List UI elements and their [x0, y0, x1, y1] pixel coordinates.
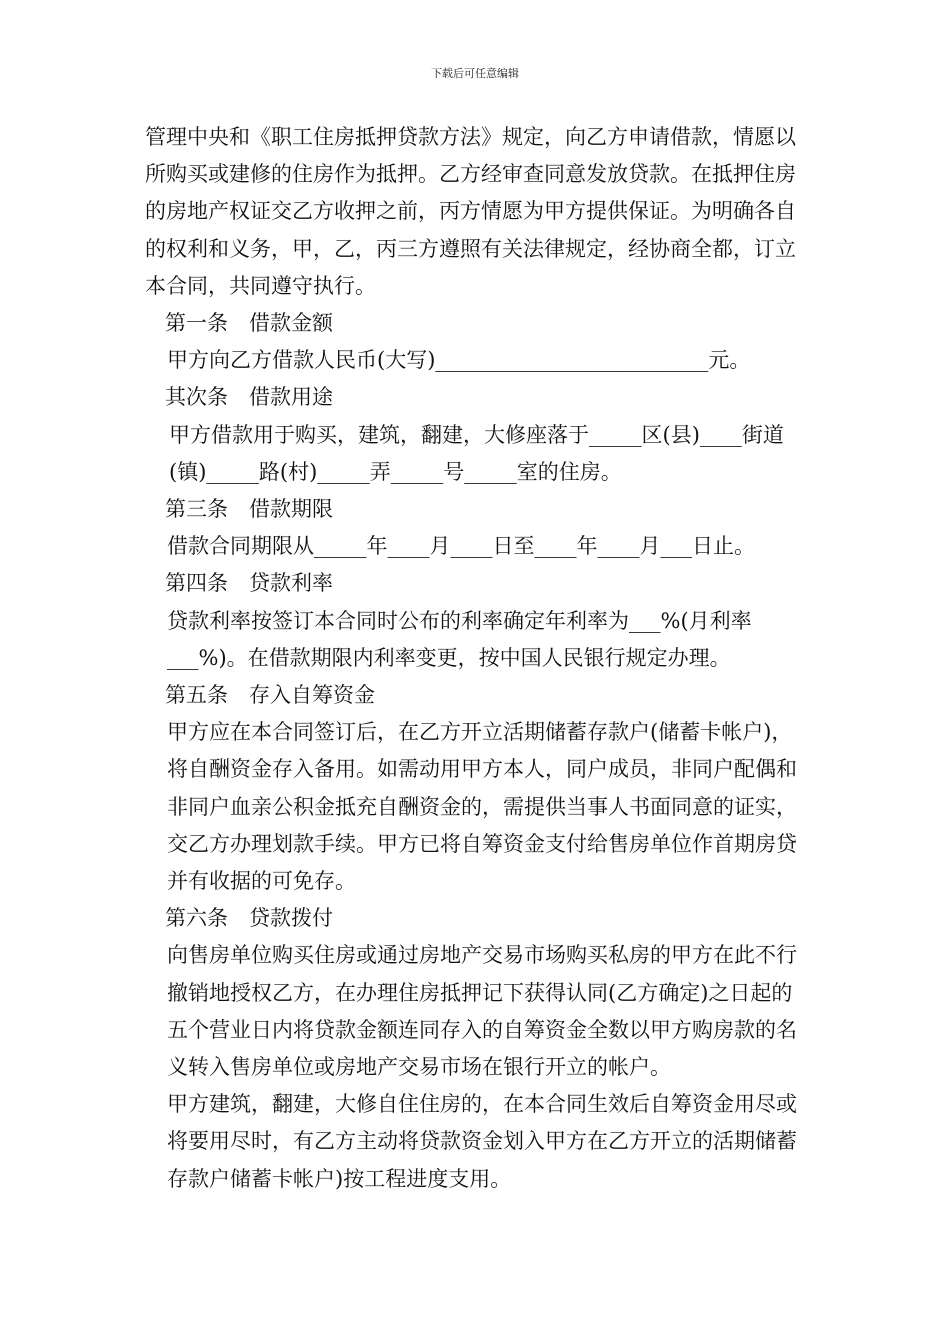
- paragraph-preamble: 管理中央和《职工住房抵押贷款方法》规定，向乙方申请借款，情愿以所购买或建修的住房作为抵押。乙方经审查同意发放贷款。在抵押住房的房地产权证交乙方收押之前，丙方情愿为甲方提供保证。为明确各自的权利和义务，甲，乙，丙三方遵照有关法律规定，经协商全都，订立本合同，共同遵守执行。: [145, 125, 796, 298]
- document-body: [145, 119, 810, 1198]
- article-3-text: 借款合同期限从_____年____月____日至____年____月___日止。: [167, 534, 755, 559]
- article-6-text-2: 甲方建筑，翻建，大修自住住房的，在本合同生效后自筹资金用尽或将要用尽时，有乙方主动将贷款资金划入甲方在乙方开立的活期储蓄存款户储蓄卡帐户)按工程进度支用。: [167, 1092, 797, 1191]
- article-5-text: 甲方应在本合同签订后，在乙方开立活期储蓄存款户(储蓄卡帐户)，将自酬资金存入备用。如需动用甲方本人，同户成员，非同户配偶和非同户血亲公积金抵充自酬资金的，需提供当事人书面同意的证实，交乙方办理划款手续。甲方已将自筹资金支付给售房单位作首期房贷并有收据的可免存。: [167, 720, 797, 894]
- article-4-text: 贷款利率按签订本合同时公布的利率确定年利率为___%(月利率___%)。在借款期限内利率变更，按中国人民银行规定办理。: [167, 608, 752, 670]
- article-3-heading: 第三条 借款期限: [165, 497, 333, 522]
- article-4-heading: 第四条 贷款利率: [165, 571, 333, 596]
- article-6-heading: 第六条 贷款拨付: [165, 906, 333, 931]
- article-2-text: 甲方借款用于购买，建筑，翻建，大修座落于_____区(县)____街道(镇)_____路(村)_____弄_____号_____室的住房。: [169, 422, 784, 484]
- article-2-heading: 其次条 借款用途: [165, 385, 333, 410]
- article-1-text: 甲方向乙方借款人民币(大写)__________________________元。: [167, 348, 751, 373]
- article-1-heading: 第一条 借款金额: [165, 311, 333, 336]
- page-header: 下载后可任意编辑: [431, 67, 519, 80]
- article-6-text: 向售房单位购买住房或通过房地产交易市场购买私房的甲方在此不行撤销地授权乙方，在办理住房抵押记下获得认同(乙方确定)之日起的五个营业日内将贷款金额连同存入的自筹资金全数以甲方购房款的名义转入售房单位或房地产交易市场在银行开立的帐户。: [167, 943, 797, 1080]
- article-5-heading: 第五条 存入自筹资金: [165, 683, 375, 708]
